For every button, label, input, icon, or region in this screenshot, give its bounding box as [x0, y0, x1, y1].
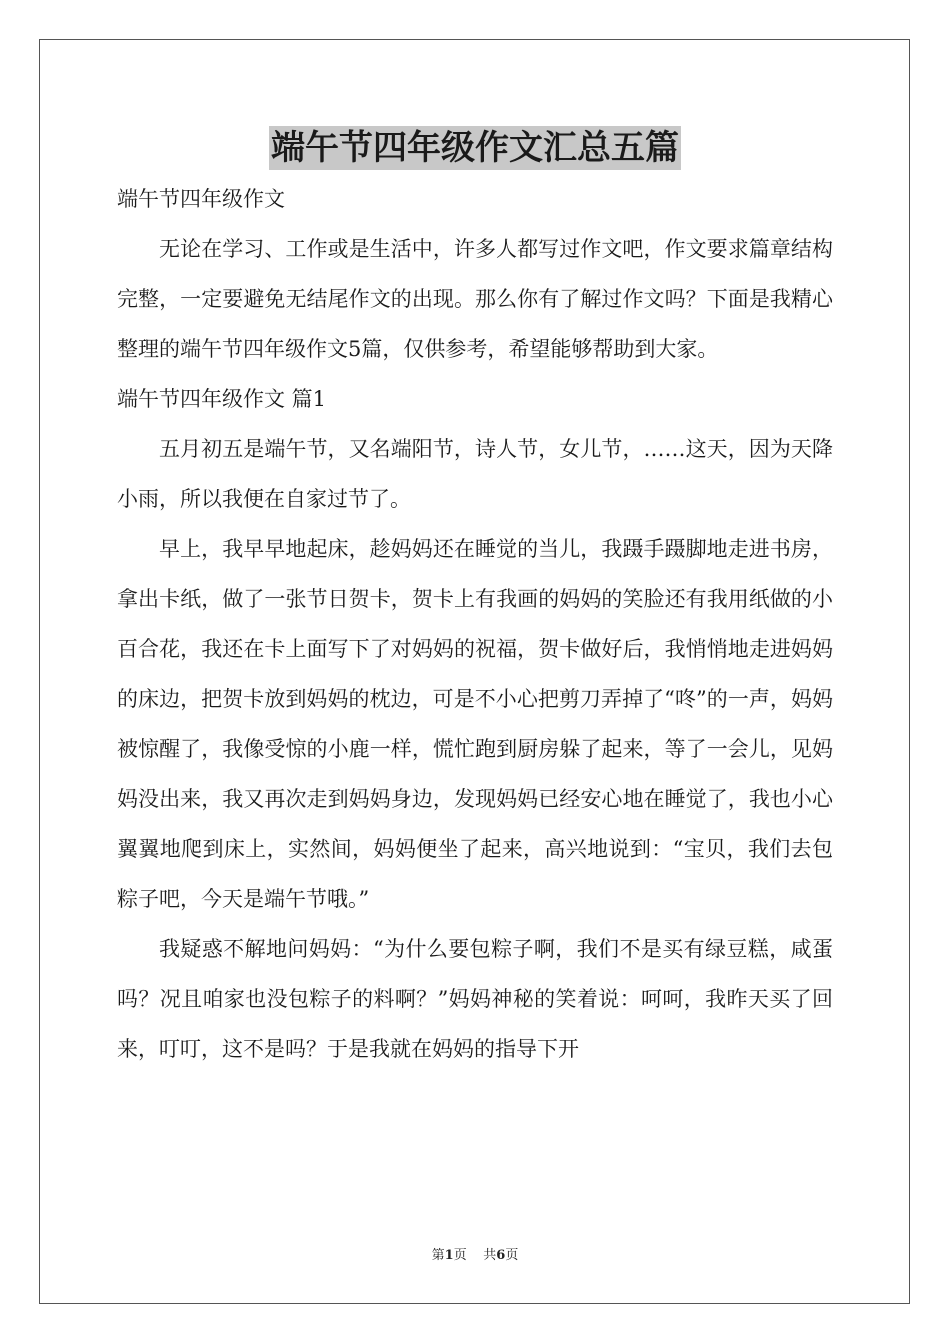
- footer-prefix: 第: [431, 1248, 445, 1263]
- paragraph: 端午节四年级作文: [117, 187, 285, 211]
- footer-page-word: 页: [453, 1248, 467, 1263]
- footer-total-prefix: 共: [483, 1248, 497, 1263]
- paragraph: 端午节四年级作文 篇1: [117, 387, 327, 411]
- footer-total-suffix: 页: [505, 1248, 519, 1263]
- footer-total-pages: 6: [496, 1248, 506, 1263]
- paragraph: 早上，我早早地起床，趁妈妈还在睡觉的当儿，我蹑手蹑脚地走进书房，拿出卡纸，做了一张节日贺卡，贺卡上有我画的妈妈的笑脸还有我用纸做的小百合花，我还在卡上面写下了对妈妈的祝福，贺卡做好后，我悄悄地走进妈妈的床边，把贺卡放到妈妈的枕边，可是不小心把剪刀弄掉了“咚”的一声，妈妈被惊醒了，我像受惊的小鹿一样，慌忙跑到厨房躲了起来，等了一会儿，见妈妈没出来，我又再次走到妈妈身边，发现妈妈已经安心地在睡觉了，我也小心翼翼地爬到床上，实然间，妈妈便坐了起来，高兴地说到：“宝贝，我们去包粽子吧，今天是端午节哦。”: [117, 537, 833, 911]
- document-title: [0, 126, 950, 170]
- document-body: [117, 174, 833, 1074]
- paragraph: 五月初五是端午节，又名端阳节，诗人节，女儿节，……这天，因为天降小雨，所以我便在自家过节了。: [117, 437, 833, 511]
- paragraph: 无论在学习、工作或是生活中，许多人都写过作文吧，作文要求篇章结构完整，一定要避免无结尾作文的出现。那么你有了解过作文吗？下面是我精心整理的端午节四年级作文5篇，仅供参考，希望能够帮助到大家。: [117, 237, 833, 361]
- paragraph: 我疑惑不解地问妈妈：“为什么要包粽子啊，我们不是买有绿豆糕，咸蛋吗？况且咱家也没包粽子的料啊？”妈妈神秘的笑着说：呵呵，我昨天买了回来，叮叮，这不是吗？于是我就在妈妈的指导下开: [117, 937, 833, 1061]
- page-footer: [0, 1246, 950, 1266]
- document-title-text: 端午节四年级作文汇总五篇: [271, 128, 679, 168]
- footer-current-page: 1: [444, 1248, 454, 1263]
